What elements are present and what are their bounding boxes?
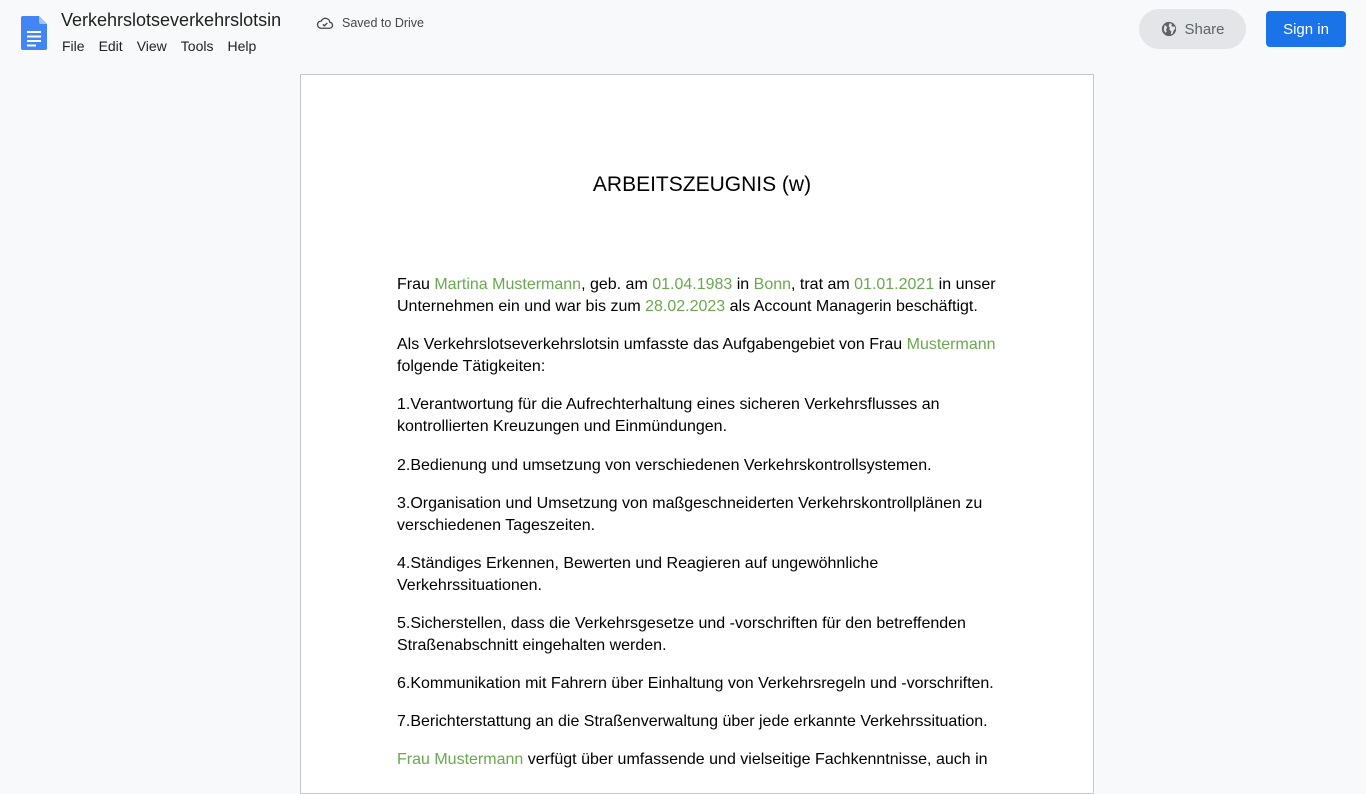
task-item: 5.Sicherstellen, dass die Verkehrsgesetze und -vorschriften für den betreffenden Straßenabschnitt eingehalten werden. (397, 615, 966, 654)
text-segment: als Account Managerin beschäftigt. (725, 298, 978, 315)
task-item: 2.Bedienung und umsetzung von verschiedenen Verkehrskontrollsystemen. (397, 457, 932, 474)
top-bar (0, 0, 1366, 66)
document-page[interactable] (300, 74, 1094, 794)
text-segment: Als Verkehrslotseverkehrslotsin umfasste das Aufgabengebiet von Frau (397, 336, 907, 353)
end-date: 28.02.2023 (645, 298, 726, 315)
menu-help[interactable]: Help (227, 38, 257, 54)
task-item: 4.Ständiges Erkennen, Bewerten und Reagieren auf ungewöhnliche Verkehrssituationen. (397, 555, 879, 594)
share-button[interactable] (1139, 9, 1246, 49)
start-date: 01.01.2021 (854, 276, 935, 293)
save-status-label: Saved to Drive (342, 16, 424, 30)
text-segment: verfügt über umfassende und vielseitige Fachkenntnisse, auch in (523, 751, 988, 768)
text-segment: Frau (397, 276, 435, 293)
share-label: Share (1184, 20, 1225, 38)
menu-file[interactable]: File (62, 38, 85, 54)
menu-edit[interactable]: Edit (98, 38, 123, 54)
birth-city: Bonn (753, 276, 792, 293)
text-segment: , geb. am (581, 276, 653, 293)
task-item: 3.Organisation und Umsetzung von maßgeschneiderten Verkehrskontrollplänen zu verschiedenen Tageszeiten. (397, 495, 983, 534)
text-segment: in unser Unternehmen ein und war bis zum (397, 276, 996, 315)
docs-logo-icon[interactable] (21, 16, 47, 50)
task-item: 1.Verantwortung für die Aufrechterhaltung eines sicheren Verkehrsflusses an kontrollierten Kreuzungen und Einmündungen. (397, 396, 940, 435)
text-segment: folgende Tätigkeiten: (397, 358, 546, 375)
birth-date: 01.04.1983 (652, 276, 733, 293)
employee-surname: Mustermann (906, 336, 996, 353)
text-segment: in (732, 276, 754, 293)
employee-name: Martina Mustermann (434, 276, 582, 293)
menu-tools[interactable]: Tools (180, 38, 214, 54)
document-title[interactable]: Verkehrslotseverkehrslotsin (61, 10, 282, 30)
paragraph-tasks-intro (397, 334, 1007, 378)
save-status[interactable] (316, 14, 424, 32)
text-segment: , trat am (791, 276, 855, 293)
menu-view[interactable]: View (136, 38, 167, 54)
document-heading: ARBEITSZEUGNIS (w) (592, 173, 812, 196)
menu-bar (55, 36, 263, 58)
globe-icon (1160, 20, 1178, 38)
sign-in-button[interactable]: Sign in (1266, 11, 1346, 47)
employee-name: Frau Mustermann (397, 751, 524, 768)
task-item: 7.Berichterstattung an die Straßenverwaltung über jede erkannte Verkehrssituation. (397, 713, 988, 730)
cloud-check-icon (316, 14, 334, 32)
task-item: 6.Kommunikation mit Fahrern über Einhaltung von Verkehrsregeln und -vorschriften. (397, 675, 994, 692)
paragraph-intro (397, 274, 1007, 318)
